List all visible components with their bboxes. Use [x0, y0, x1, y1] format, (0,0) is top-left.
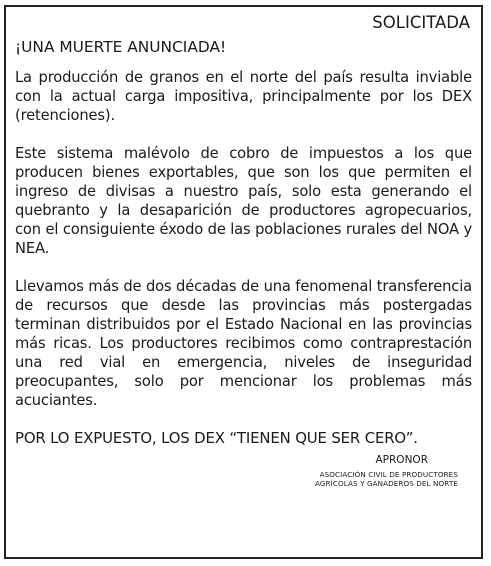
paragraph-2: Este sistema malévolo de cobro de impuestos a los que producen bienes exportables, que son los que permiten el ingreso de divisas a nuestro país, solo esta generando el quebranto y la desaparición de productores agropecuarios, con el consiguiente éxodo de las poblaciones rurales del NOA y NEA.	[15, 145, 472, 257]
signature-name: APRONOR	[375, 454, 428, 466]
notice-box	[4, 5, 483, 559]
closing-statement: POR LO EXPUESTO, LOS DEX “TIENEN QUE SER CERO”.	[15, 429, 418, 447]
signature-block	[15, 454, 472, 488]
notice-heading: SOLICITADA	[372, 13, 470, 32]
notice-subtitle: ¡UNA MUERTE ANUNCIADA!	[15, 38, 227, 56]
signature-line-1: ASOCIACIÓN CIVIL DE PRODUCTORES	[319, 470, 458, 479]
signature-line-2: AGRÍCOLAS Y GANADEROS DEL NORTE	[314, 479, 458, 488]
paragraph-1: La producción de granos en el norte del país resulta inviable con la actual carga impositiva, principalmente por los DEX (retenciones).	[15, 69, 472, 124]
paragraph-3: Llevamos más de dos décadas de una fenomenal transferencia de recursos que desde las provincias más postergadas terminan distribuidos por el Estado Nacional en las provincias más ricas. Los productores recibimos como contraprestación una red vial en emergencia, niveles de inseguridad preocupantes, solo por mencionar los problemas más acuciantes.	[15, 278, 472, 409]
